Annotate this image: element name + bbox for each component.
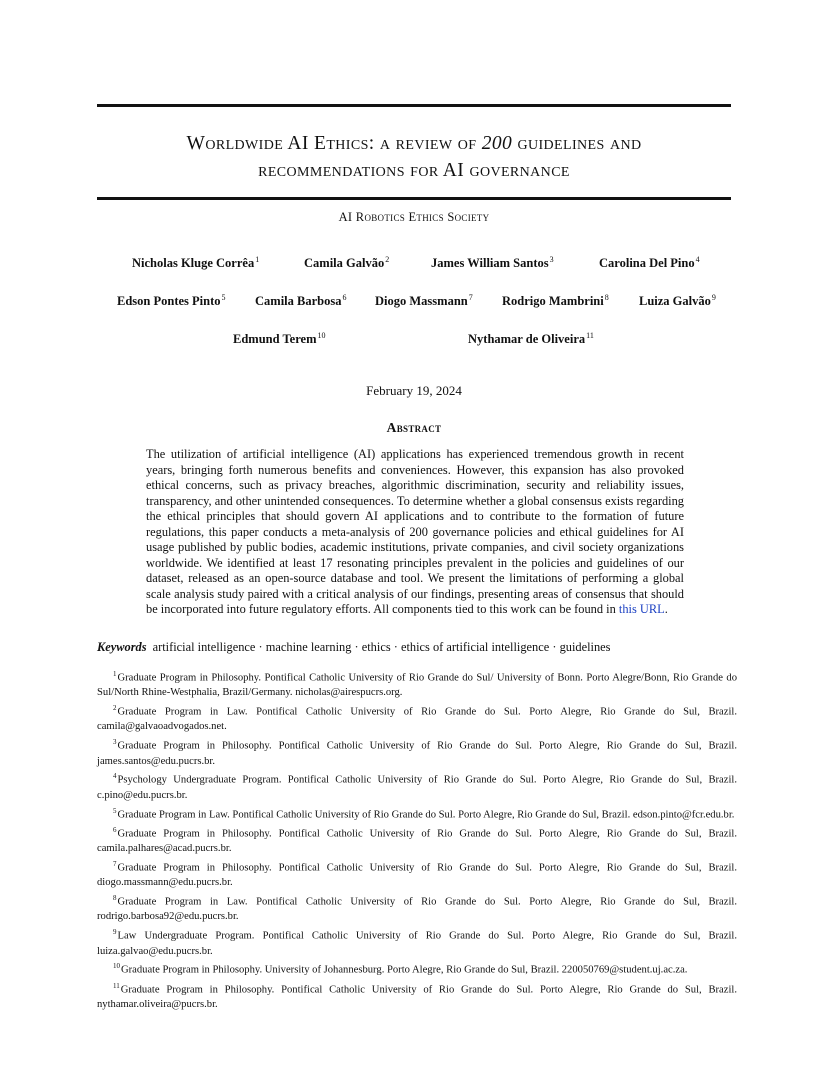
- footnote-text: Graduate Program in Philosophy. University of Johannesburg. Porto Alegre, Rio Grande do Sul, Brazil. 220050769@student.uj.ac.za.: [121, 964, 688, 976]
- author-sup: 10: [317, 331, 326, 340]
- footnote-text: Graduate Program in Philosophy. Pontifical Catholic University of Rio Grande do Sul. Porto Alegre, Rio Grande do Sul, Brazil. james.santos@edu.pucrs.br.: [97, 740, 737, 767]
- footnotes: [97, 667, 737, 1013]
- footnote: [97, 925, 737, 959]
- footnote-text: Graduate Program in Philosophy. Pontifical Catholic University of Rio Grande do Sul. Porto Alegre, Rio Grande do Sul, Brazil. camila.palhares@acad.pucrs.br.: [97, 828, 737, 855]
- author-sup: 5: [221, 293, 226, 302]
- footnote: [97, 804, 737, 823]
- footnote: [97, 979, 737, 1013]
- author-name: James William Santos: [431, 256, 549, 271]
- footnote: [97, 823, 737, 857]
- footnote-number: 10: [113, 962, 120, 971]
- footnote: [97, 959, 737, 978]
- title-part-1: Worldwide AI Ethics: [186, 133, 369, 154]
- author: [502, 293, 609, 309]
- author-sup: 7: [468, 293, 473, 302]
- author-sup: 3: [549, 255, 554, 264]
- footnote-number: 1: [113, 670, 117, 678]
- footnote: [97, 769, 737, 803]
- footnote-text: Law Undergraduate Program. Pontifical Catholic University of Rio Grande do Sul. Porto Alegre, Rio Grande do Sul, Brazil. luiza.galvao@edu.pucrs.br.: [97, 930, 737, 957]
- footnote-number: 5: [113, 806, 117, 815]
- author: [639, 293, 716, 309]
- author-sup: 8: [604, 293, 609, 302]
- footnote-text: Psychology Undergraduate Program. Pontifical Catholic University of Rio Grande do Sul. Porto Alegre, Rio Grande do Sul, Brazil. c.pino@edu.pucrs.br.: [97, 774, 737, 801]
- author-name: Rodrigo Mambrini: [502, 294, 604, 309]
- author: [233, 331, 325, 347]
- footnote-text: Graduate Program in Philosophy. Pontifical Catholic University of Rio Grande do Sul/ University of Bonn. Porto Alegre/Bonn, Rio Grande do Sul/North Rhine-Westphalia, Brazil/Germany. nicholas@airespucrs.org.: [97, 672, 737, 699]
- author: [255, 293, 346, 309]
- paper-title-line-1: [97, 130, 731, 157]
- footnote-text: Graduate Program in Law. Pontifical Catholic University of Rio Grande do Sul. Porto Alegre, Rio Grande do Sul, Brazil. rodrigo.barbosa92@edu.pucrs.br.: [97, 896, 737, 923]
- author-sup: 4: [695, 255, 700, 264]
- author-sup: 1: [255, 255, 260, 264]
- title-part-4: guidelines and: [512, 133, 642, 154]
- author: [468, 331, 594, 347]
- footnote-text: Graduate Program in Philosophy. Pontifical Catholic University of Rio Grande do Sul. Porto Alegre, Rio Grande do Sul, Brazil. nythamar.oliveira@pucrs.br.: [97, 984, 737, 1010]
- footnote: [97, 857, 737, 891]
- abstract-text-end: .: [664, 602, 668, 616]
- title-part-3: 200: [481, 133, 513, 154]
- keywords-text: artificial intelligence · machine learning · ethics · ethics of artificial intelligence · guidelines: [152, 640, 611, 654]
- author-name: Diogo Massmann: [375, 294, 468, 309]
- abstract-url-link[interactable]: this URL: [618, 602, 665, 616]
- footnote-number: 7: [113, 859, 117, 868]
- title-rule-bottom: [97, 197, 731, 200]
- footnote-number: 2: [113, 704, 117, 713]
- author: [431, 255, 554, 271]
- footnote-text: Graduate Program in Philosophy. Pontifical Catholic University of Rio Grande do Sul. Porto Alegre, Rio Grande do Sul, Brazil. diogo.massmann@edu.pucrs.br.: [97, 862, 737, 889]
- title-part-2: : a review of: [368, 133, 482, 154]
- footnote: [97, 735, 737, 769]
- affiliation: AI Robotics Ethics Society: [338, 210, 490, 224]
- footnote-number: 8: [113, 894, 117, 903]
- author-name: Nicholas Kluge Corrêa: [132, 256, 255, 271]
- author: [375, 293, 473, 309]
- author-name: Luiza Galvão: [639, 294, 711, 309]
- author-sup: 6: [342, 293, 347, 302]
- footnote-text: Graduate Program in Law. Pontifical Catholic University of Rio Grande do Sul. Porto Alegre, Rio Grande do Sul, Brazil. edson.pinto@fcr.edu.br.: [117, 809, 735, 821]
- footnote-number: 9: [113, 928, 117, 937]
- author-name: Camila Galvão: [304, 256, 385, 271]
- footnote: [97, 891, 737, 925]
- publication-date: February 19, 2024: [366, 383, 462, 398]
- title-rule-top: [97, 104, 731, 107]
- author: [132, 255, 259, 271]
- footnote-number: 3: [113, 738, 117, 747]
- author-name: Carolina Del Pino: [599, 256, 695, 271]
- author: [599, 255, 700, 271]
- footnote: [97, 667, 737, 701]
- keywords-label: Keywords: [97, 640, 147, 654]
- abstract-heading: Abstract: [386, 420, 442, 435]
- footnote-number: 11: [113, 981, 120, 990]
- author-name: Edson Pontes Pinto: [117, 294, 221, 309]
- footnote-text: Graduate Program in Law. Pontifical Catholic University of Rio Grande do Sul. Porto Alegre, Rio Grande do Sul, Brazil. camila@galvaoadvogados.net.: [97, 706, 737, 733]
- author-sup: 2: [385, 255, 390, 264]
- author-name: Edmund Terem: [233, 332, 317, 347]
- author: [304, 255, 389, 271]
- paper-title-line-2: recommendations for AI governance: [258, 160, 570, 181]
- footnote-number: 6: [113, 825, 117, 834]
- footnote: [97, 701, 737, 735]
- abstract-body: [146, 447, 684, 618]
- author-name: Nythamar de Oliveira: [468, 332, 586, 347]
- author-sup: 11: [586, 331, 594, 340]
- footnote-number: 4: [113, 772, 117, 781]
- keywords: [97, 640, 731, 655]
- author-sup: 9: [711, 293, 716, 302]
- abstract-text: The utilization of artificial intelligence (AI) applications has experienced tremendous growth in recent years, bringing forth numerous benefits and conveniences. However, this expansion has also provoked ethical concerns, such as privacy breaches, algorithmic discrimination, security and reliability issues, transparency, and other unintended consequences. To determine whether a global consensus exists regarding the ethical principles that should govern AI applications and to contribute to the formation of future regulations, this paper conducts a meta-analysis of 200 governance policies and ethical guidelines for AI usage published by public bodies, academic institutions, private companies, and civil society organizations worldwide. We identified at least 17 resonating principles prevalent in the policies and guidelines of our dataset, released as an open-source database and tool. We present the limitations of performing a global scale analysis study paired with a critical analysis of our findings, presenting areas of consensus that should be incorporated into future regulatory efforts. All components tied to this work can be found in: [146, 447, 684, 616]
- author: [117, 293, 226, 309]
- author-name: Camila Barbosa: [255, 294, 342, 309]
